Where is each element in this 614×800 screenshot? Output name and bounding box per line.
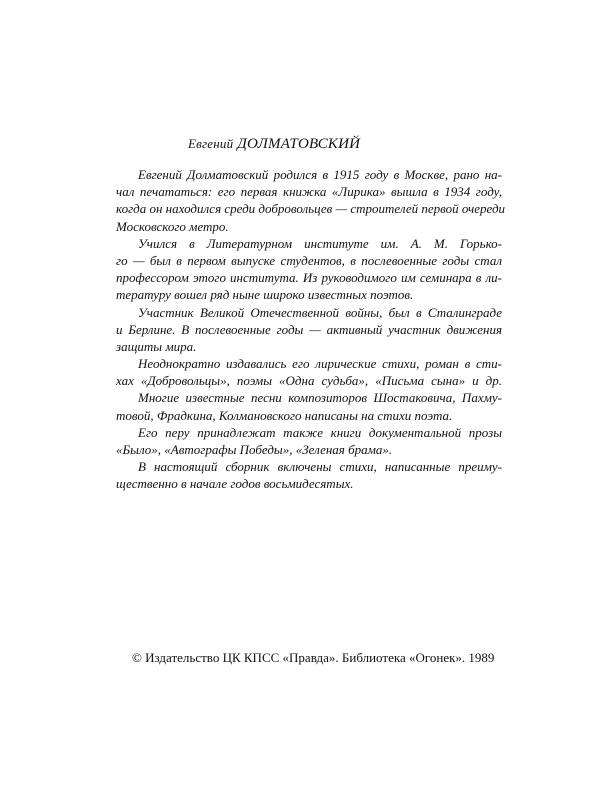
text-line: Евгений Долматовский родился в 1915 году в Москве, рано на- [138, 167, 502, 182]
text-line: защиты мира. [116, 338, 197, 354]
text-line: Участник Великой Отечественной войны, был в Сталинграде [138, 304, 502, 320]
text-line: го — был в первом выпуске студентов, в послевоенные годы стал [116, 252, 502, 268]
text-line: тературу вошел ряд ныне широко известных поэтов. [116, 287, 414, 303]
text-line: В настоящий сборник включены стихи, написанные преиму- [138, 459, 502, 475]
text-line: Его перу принадлежат также книги документальной прозы [138, 424, 502, 440]
text-line: хах «Добровольцы», поэмы «Одна судьба», «Письма сына» и др. [116, 373, 502, 389]
text-line: товой, Фрадкина, Колмановского написаны на стихи поэта. [116, 407, 453, 423]
text-line: Учился в Литературном институте им. А. М. Горько- [138, 235, 502, 251]
biography-text [116, 166, 506, 493]
author-first-name: Евгений [188, 136, 234, 151]
author-heading [188, 135, 360, 153]
text-line: когда он находился среди добровольцев — строителей первой очереди [116, 201, 506, 217]
text-line: и Берлине. В послевоенные годы — активный участник движения [116, 321, 502, 337]
copyright-line: © Издательство ЦК КПСС «Правда». Библиотека «Огонек». 1989 [132, 650, 495, 665]
text-line: щественно в начале годов восьмидесятых. [116, 476, 354, 492]
text-line: чал печататься: его первая книжка «Лирика» вышла в 1934 году, [116, 184, 502, 200]
text-line: Неоднократно издавались его лирические стихи, роман в сти- [138, 356, 502, 372]
text-line: Московского метро. [116, 218, 229, 234]
text-line: Многие известные песни композиторов Шостаковича, Пахму- [138, 390, 502, 406]
author-last-name: ДОЛМАТОВСКИЙ [237, 136, 361, 152]
text-line: «Было», «Автографы Победы», «Зеленая брама». [116, 442, 393, 457]
text-line: профессором этого института. Из руководимого им семинара в ли- [116, 270, 502, 286]
